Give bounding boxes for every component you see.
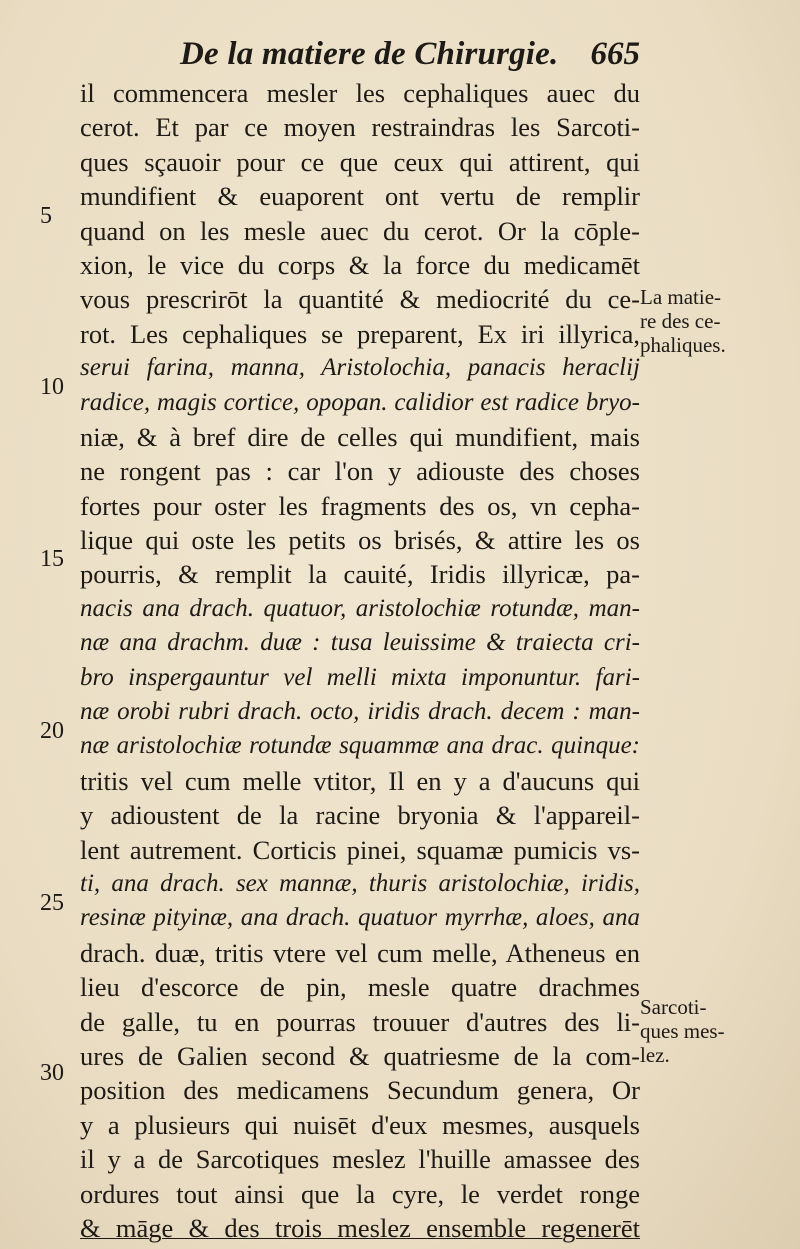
text-line: tritis vel cum melle vtitor, Il en y a d'aucuns qui (80, 765, 640, 796)
text-line: niæ, & à bref dire de celles qui mundifient, mais (80, 421, 640, 452)
margin-note-line: La matie- (640, 285, 722, 309)
text-line: drach. duæ, tritis vtere vel cum melle, Atheneus en (80, 937, 640, 968)
page-number: 665 (590, 36, 640, 72)
text-line: vous prescrirōt la quantité & mediocrité du ce- (80, 284, 640, 315)
text-line: de galle, tu en pourras trouuer d'autres des li- (80, 1006, 640, 1037)
margin-note (640, 995, 770, 1067)
text-line: ures de Galien second & quatriesme de la com- (80, 1040, 640, 1071)
text-line: ordures tout ainsi que la cyre, le verdet ronge (80, 1178, 640, 1209)
text-line: il y a de Sarcotiques meslez l'huille amassee des (80, 1144, 640, 1175)
margin-note-line: Sarcoti- (640, 995, 707, 1019)
text-line: fortes pour oster les fragments des os, vn cepha- (80, 490, 640, 521)
text-line: næ aristolochiæ rotundæ squammæ ana drac. quinque: (80, 732, 640, 760)
text-line: il commencera mesler les cephaliques auec du (80, 78, 640, 108)
text-line: serui farina, manna, Aristolochia, panacis heraclij (80, 354, 640, 382)
text-line: næ ana drachm. duæ : tusa leuissime & traiecta cri- (80, 629, 640, 657)
text-line: næ orobi rubri drach. octo, iridis drach. decem : man- (80, 698, 640, 726)
text-line: mundifient & euaporent ont vertu de remplir (80, 181, 640, 212)
body-text (80, 76, 640, 1245)
running-title: De la matiere de Chirurgie. (180, 36, 559, 72)
text-line: resinæ pityinæ, ana drach. quatuor myrrhæ, aloes, ana (80, 904, 640, 932)
page-header (180, 36, 640, 76)
text-line: lent autrement. Corticis pinei, squamæ pumicis vs- (80, 834, 640, 865)
text-line: position des medicamens Secundum genera, Or (80, 1075, 640, 1106)
margin-note-line: lez. (640, 1043, 670, 1067)
text-line: lieu d'escorce de pin, mesle quatre drachmes (80, 972, 640, 1003)
text-line: & māge & des trois meslez ensemble regenerēt (80, 1212, 640, 1243)
text-line: quand on les mesle auec du cerot. Or la cōple- (80, 215, 640, 246)
text-line: lique qui oste les petits os brisés, & attire les os (80, 525, 640, 556)
text-line: ques sçauoir pour ce que ceux qui attirent, qui (80, 146, 640, 177)
text-line: ti, ana drach. sex mannæ, thuris aristolochiæ, iridis, (80, 869, 640, 897)
line-number: 5 (40, 203, 52, 229)
margin-note (640, 285, 770, 357)
margin-note-line: re des ce- (640, 309, 721, 333)
text-line: bro inspergauntur vel melli mixta imponuntur. fari- (80, 663, 640, 691)
text-line: radice, magis cortice, opopan. calidior est radice bryo- (80, 388, 640, 416)
text-line: xion, le vice du corps & la force du medicamēt (80, 249, 640, 280)
line-number: 30 (40, 1060, 64, 1086)
text-line: pourris, & remplit la cauité, Iridis illyricæ, pa- (80, 559, 640, 590)
text-line: y a plusieurs qui nuisēt d'eux mesmes, ausquels (80, 1109, 640, 1140)
text-line: cerot. Et par ce moyen restraindras les Sarcoti- (80, 112, 640, 143)
margin-note-line: phaliques. (640, 333, 726, 357)
text-line: nacis ana drach. quatuor, aristolochiæ rotundæ, man- (80, 594, 640, 622)
text-line: ne rongent pas : car l'on y adiouste des choses (80, 456, 640, 487)
line-number: 10 (40, 374, 64, 400)
line-number: 20 (40, 718, 64, 744)
text-line: y adioustent de la racine bryonia & l'appareil- (80, 800, 640, 831)
margin-note-line: ques mes- (640, 1019, 725, 1043)
text-line: rot. Les cephaliques se preparent, Ex iri illyrica, (80, 318, 640, 349)
line-number: 15 (40, 546, 64, 572)
line-number: 25 (40, 890, 64, 916)
